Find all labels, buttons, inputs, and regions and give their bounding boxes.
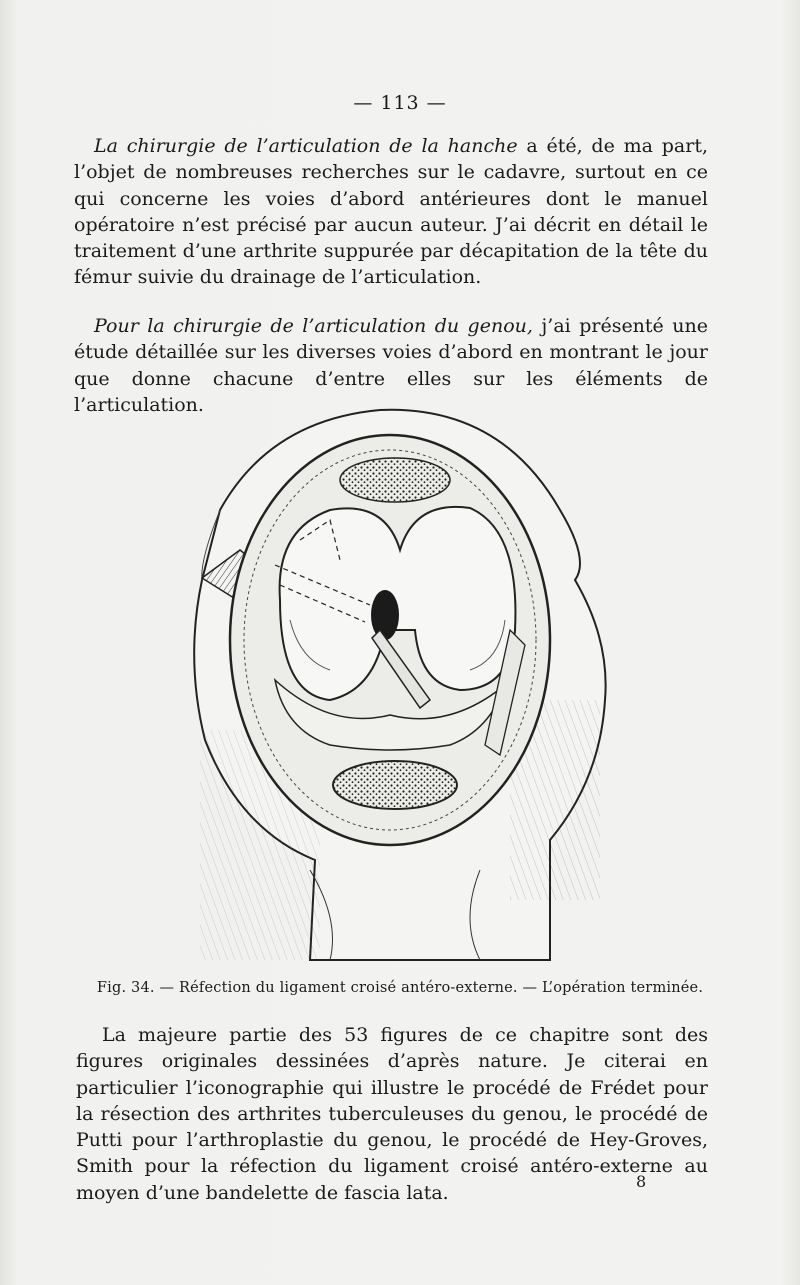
paragraph-body: a été, de ma part, l’objet de nombreuses recherches sur le cadavre, surtout en ce qui concerne les voies d’abord antérieures dont le manuel opératoire n’est précisé par aucun auteur. J’ai décrit en détail le traitement d’une arthrite suppurée par décapitation de la tête du fémur suivie du drainage de l’articulation. (74, 135, 709, 289)
signature-mark: 8 (636, 1172, 647, 1191)
figure-caption: Fig. 34. — Réfection du ligament croisé antéro-externe. — L’opération terminée. (96, 980, 704, 996)
knee-surgery-illustration (180, 400, 620, 970)
paragraph-lead-italic: Pour la chirurgie de l’articulation du genou, (94, 315, 533, 337)
paragraph-hip-surgery (74, 133, 708, 291)
paragraph-body: j’ai présenté une étude détaillée sur les diverses voies d’abord en montrant le jour que donne chacune d’entre elles sur les éléments de l’articulation. (74, 315, 708, 416)
page-number-header: — 113 — (353, 92, 447, 114)
paragraph-lead-italic: La chirurgie de l’articulation de la hanche (94, 135, 518, 157)
paragraph-figures-description: La majeure partie des 53 figures de ce chapitre sont des figures originales dessinées d’après nature. Je citerai en particulier l’iconographie qui illustre le procédé de Frédet pour la résection des arthrites tuberculeuses du genou, le procédé de Putti pour l’arthroplastie du genou, le procédé de Hey-Groves, Smith pour la réfection du ligament croisé antéro-externe au moyen d’une bandelette de fascia lata. (76, 1024, 708, 1204)
